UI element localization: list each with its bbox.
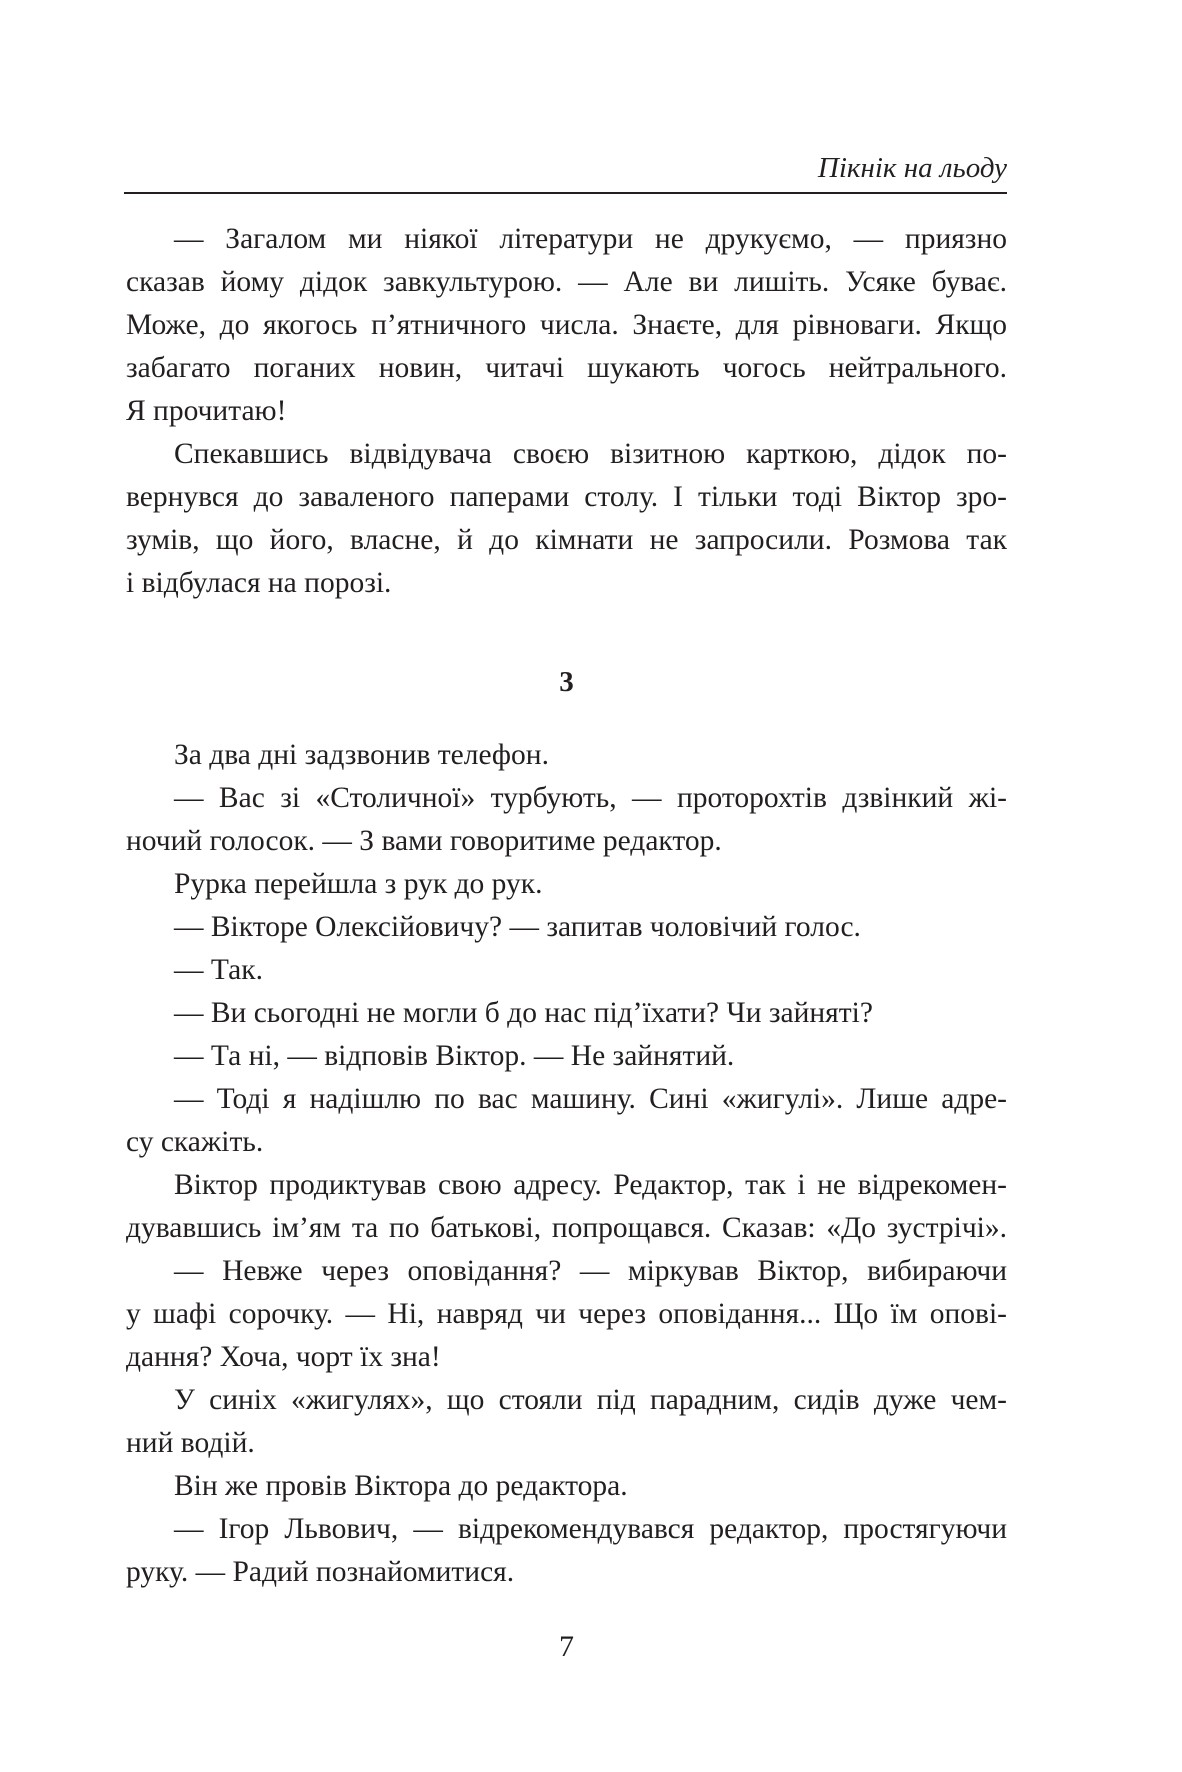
- text-line: У синіх «жигулях», що стояли під парадним, сидів дуже чем-: [174, 1384, 1007, 1416]
- text-line: — Та ні, — відповів Віктор. — Не зайнятий.: [174, 1040, 735, 1072]
- text-line: вернувся до заваленого паперами столу. І тільки тоді Віктор зро-: [126, 481, 1007, 513]
- text-line: Спекавшись відвідувача своєю візитною карткою, дідок по-: [174, 438, 1007, 470]
- text-line: Віктор продиктував свою адресу. Редактор, так і не відрекомен-: [174, 1169, 1007, 1201]
- text-line: і відбулася на порозі.: [126, 567, 392, 599]
- text-section-1: [126, 218, 1007, 605]
- running-head-title: Пікнік на льоду: [817, 152, 1007, 184]
- text-line: ночий голосок. — З вами говоритиме редактор.: [126, 825, 722, 857]
- text-line: Він же провів Віктора до редактора.: [174, 1470, 628, 1502]
- text-line: ний водій.: [126, 1427, 255, 1459]
- text-line: зумів, що його, власне, й до кімнати не запросили. Розмова так: [126, 524, 1007, 556]
- text-line: — Ігор Львович, — відрекомендувався редактор, простягуючи: [174, 1513, 1007, 1545]
- text-line: — Так.: [174, 954, 263, 986]
- header-rule: [124, 192, 1007, 194]
- text-line: Рурка перейшла з рук до рук.: [174, 868, 543, 900]
- text-line: сказав йому дідок завкультурою. — Але ви лишіть. Усяке буває.: [126, 266, 1007, 298]
- text-line: дання? Хоча, чорт їх зна!: [126, 1341, 441, 1373]
- text-line: Я прочитаю!: [126, 395, 287, 427]
- page-number: 7: [559, 1630, 574, 1663]
- text-line: — Тоді я надішлю по вас машину. Сині «жигулі». Лише адре-: [174, 1083, 1007, 1115]
- text-line: Може, до якогось п’ятничного числа. Знаєте, для рівноваги. Якщо: [126, 309, 1007, 341]
- text-line: — Ви сьогодні не могли б до нас під’їхати? Чи зайняті?: [174, 997, 873, 1029]
- text-line: дувавшись ім’ям та по батькові, попрощався. Сказав: «До зустрічі».: [126, 1212, 1007, 1244]
- chapter-number: 3: [559, 666, 574, 698]
- text-section-2: [126, 734, 1007, 1594]
- text-line: руку. — Радий познайомитися.: [126, 1556, 515, 1588]
- text-line: су скажіть.: [126, 1126, 264, 1158]
- text-line: забагато поганих новин, читачі шукають чогось нейтрального.: [126, 352, 1007, 384]
- text-line: у шафі сорочку. — Ні, навряд чи через оповідання... Що їм опові-: [126, 1298, 1007, 1330]
- text-line: — Загалом ми ніякої літератури не друкуємо, — приязно: [174, 223, 1007, 255]
- text-line: — Невже через оповідання? — міркував Віктор, вибираючи: [174, 1255, 1007, 1287]
- text-line: За два дні задзвонив телефон.: [174, 739, 549, 771]
- text-line: — Вас зі «Столичної» турбують, — проторохтів дзвінкий жі-: [174, 782, 1007, 814]
- text-line: — Вікторе Олексійовичу? — запитав чоловічий голос.: [174, 911, 861, 943]
